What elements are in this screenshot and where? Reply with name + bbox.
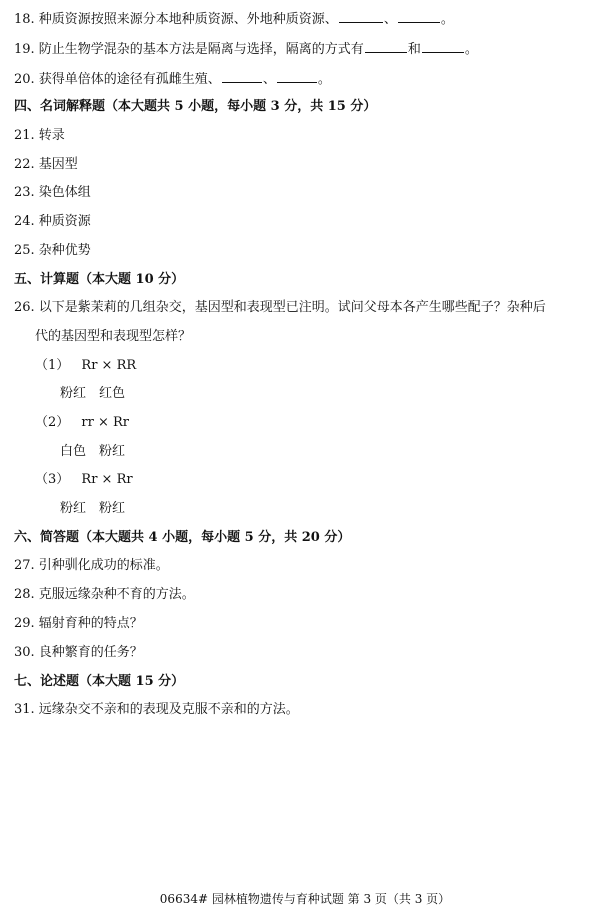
separator: 、 bbox=[383, 12, 397, 27]
question-24: 24. 种质资源 bbox=[14, 214, 91, 229]
period: 。 bbox=[464, 42, 478, 57]
question-18 bbox=[14, 10, 454, 28]
question-19 bbox=[14, 40, 478, 58]
question-18-text: 18. 种质资源按照来源分本地种质资源、外地种质资源、 bbox=[14, 12, 338, 27]
question-21: 21. 转录 bbox=[14, 128, 65, 143]
section-5-heading: 五、计算题（本大题 10 分） bbox=[14, 272, 185, 287]
cross-genotype: Rr × Rr bbox=[81, 472, 133, 487]
conjunction: 和 bbox=[407, 42, 421, 57]
question-30: 30. 良种繁育的任务？ bbox=[14, 645, 143, 660]
section-7-heading: 七、论述题（本大题 15 分） bbox=[14, 674, 185, 689]
cross-genotype: Rr × RR bbox=[81, 358, 137, 373]
question-27: 27. 引种驯化成功的标准。 bbox=[14, 558, 169, 573]
period: 。 bbox=[440, 12, 454, 27]
question-22: 22. 基因型 bbox=[14, 157, 78, 172]
question-26-line-2: 代的基因型和表现型怎样？ bbox=[35, 329, 192, 344]
cross-genotype: rr × Rr bbox=[81, 415, 130, 430]
cross-label: （1） bbox=[35, 358, 70, 373]
question-20 bbox=[14, 70, 331, 88]
cross-3-phenotype: 粉红 粉红 bbox=[60, 501, 126, 516]
answer-blank[interactable] bbox=[222, 70, 262, 83]
cross-label: （2） bbox=[35, 415, 70, 430]
question-25: 25. 杂种优势 bbox=[14, 243, 91, 258]
answer-blank[interactable] bbox=[398, 10, 440, 23]
question-31: 31. 远缘杂交不亲和的表现及克服不亲和的方法。 bbox=[14, 702, 299, 717]
cross-1 bbox=[35, 358, 136, 374]
section-6-heading: 六、简答题（本大题共 4 小题，每小题 5 分，共 20 分） bbox=[14, 530, 351, 545]
question-28: 28. 克服远缘杂种不育的方法。 bbox=[14, 587, 195, 602]
cross-label: （3） bbox=[35, 472, 70, 487]
cross-1-phenotype: 粉红 红色 bbox=[60, 386, 126, 401]
answer-blank[interactable] bbox=[277, 70, 317, 83]
question-19-text: 19. 防止生物学混杂的基本方法是隔离与选择，隔离的方式有 bbox=[14, 42, 364, 57]
cross-2-phenotype: 白色 粉红 bbox=[60, 444, 126, 459]
question-23: 23. 染色体组 bbox=[14, 185, 91, 200]
question-26-line-1: 26. 以下是紫茉莉的几组杂交，基因型和表现型已注明。试问父母本各产生哪些配子？杂种后 bbox=[14, 300, 546, 315]
question-20-text: 20. 获得单倍体的途径有孤雌生殖、 bbox=[14, 72, 221, 87]
separator: 、 bbox=[262, 72, 276, 87]
period: 。 bbox=[317, 72, 331, 87]
answer-blank[interactable] bbox=[365, 40, 407, 53]
page-footer: 06634# 园林植物遗传与育种试题 第 3 页（共 3 页） bbox=[159, 892, 451, 906]
section-4-heading: 四、名词解释题（本大题共 5 小题，每小题 3 分，共 15 分） bbox=[14, 99, 377, 114]
cross-2 bbox=[35, 415, 129, 431]
answer-blank[interactable] bbox=[339, 10, 383, 23]
cross-3 bbox=[35, 472, 133, 488]
answer-blank[interactable] bbox=[422, 40, 464, 53]
question-29: 29. 辐射育种的特点？ bbox=[14, 616, 143, 631]
